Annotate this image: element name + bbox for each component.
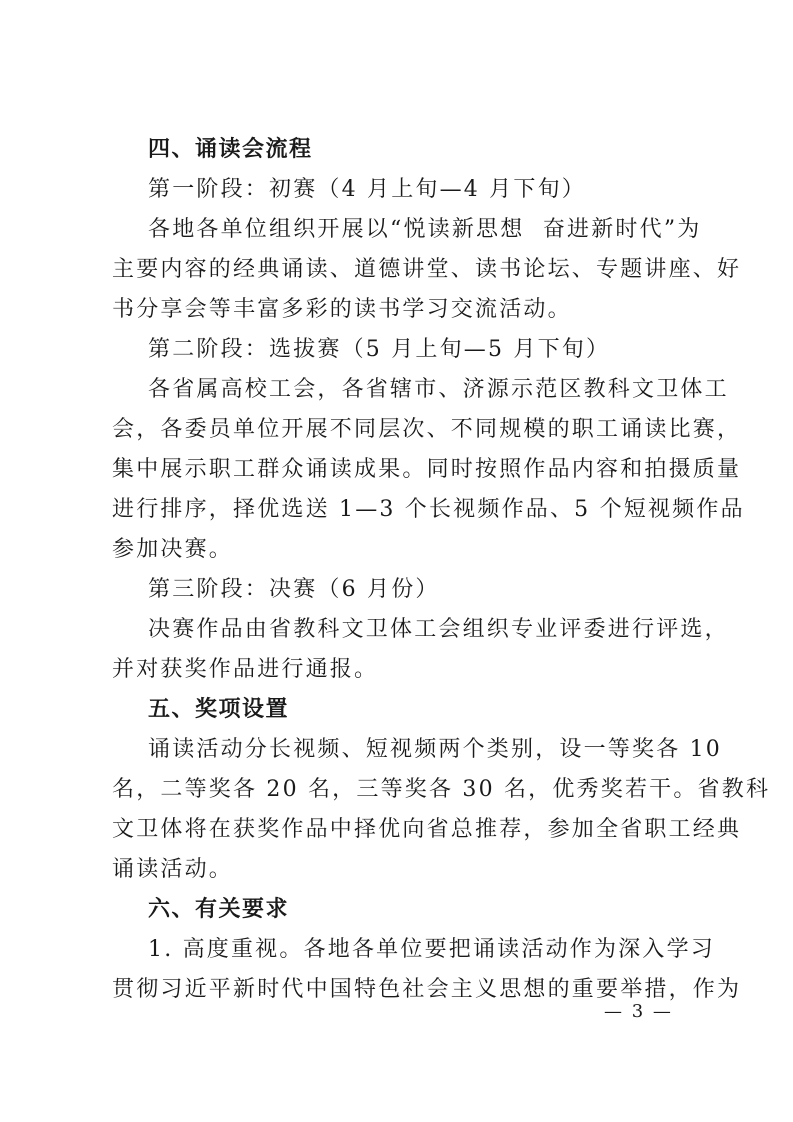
paragraph-line: 诵读活动。 — [112, 857, 234, 882]
stage-3-title: 第三阶段：决赛（6 月份） — [148, 577, 440, 602]
paragraph-line: 进行排序，择优选送 1—3 个长视频作品、5 个短视频作品 — [112, 497, 745, 522]
paragraph-line: 1. 高度重视。各地各单位要把诵读活动作为深入学习 — [148, 937, 715, 962]
paragraph-line: 决赛作品由省教科文卫体工会组织专业评委进行评选， — [148, 617, 729, 642]
paragraph-line: 并对获奖作品进行通报。 — [112, 657, 379, 682]
stage-1-title: 第一阶段：初赛（4 月上旬—4 月下旬） — [148, 177, 586, 202]
paragraph-line: 集中展示职工群众诵读成果。同时按照作品内容和拍摄质量 — [112, 457, 742, 482]
stage-2-title: 第二阶段：选拔赛（5 月上旬—5 月下旬） — [148, 337, 611, 362]
paragraph-line: 诵读活动分长视频、短视频两个类别，设一等奖各 10 — [148, 737, 722, 762]
paragraph-line: 贯彻习近平新时代中国特色社会主义思想的重要举措，作为 — [112, 977, 742, 1002]
paragraph-line: 主要内容的经典诵读、道德讲堂、读书论坛、专题讲座、好 — [112, 257, 742, 282]
paragraph-line: 各省属高校工会，各省辖市、济源示范区教科文卫体工 — [148, 377, 729, 402]
paragraph-line: 名，二等奖各 20 名，三等奖各 30 名，优秀奖若干。省教科 — [112, 777, 771, 802]
section-heading-4: 四、诵读会流程 — [148, 137, 313, 162]
paragraph-line: 书分享会等丰富多彩的读书学习交流活动。 — [112, 297, 572, 322]
page-number: — 3 — — [604, 1001, 673, 1022]
section-heading-6: 六、有关要求 — [148, 897, 290, 922]
paragraph-line: 参加决赛。 — [112, 537, 234, 562]
paragraph-line: 文卫体将在获奖作品中择优向省总推荐，参加全省职工经典 — [112, 817, 742, 842]
paragraph-line: 会，各委员单位开展不同层次、不同规模的职工诵读比赛， — [112, 417, 742, 442]
section-heading-5: 五、奖项设置 — [148, 697, 290, 722]
paragraph-line: 各地各单位组织开展以“悦读新思想 奋进新时代”为 — [148, 217, 702, 242]
